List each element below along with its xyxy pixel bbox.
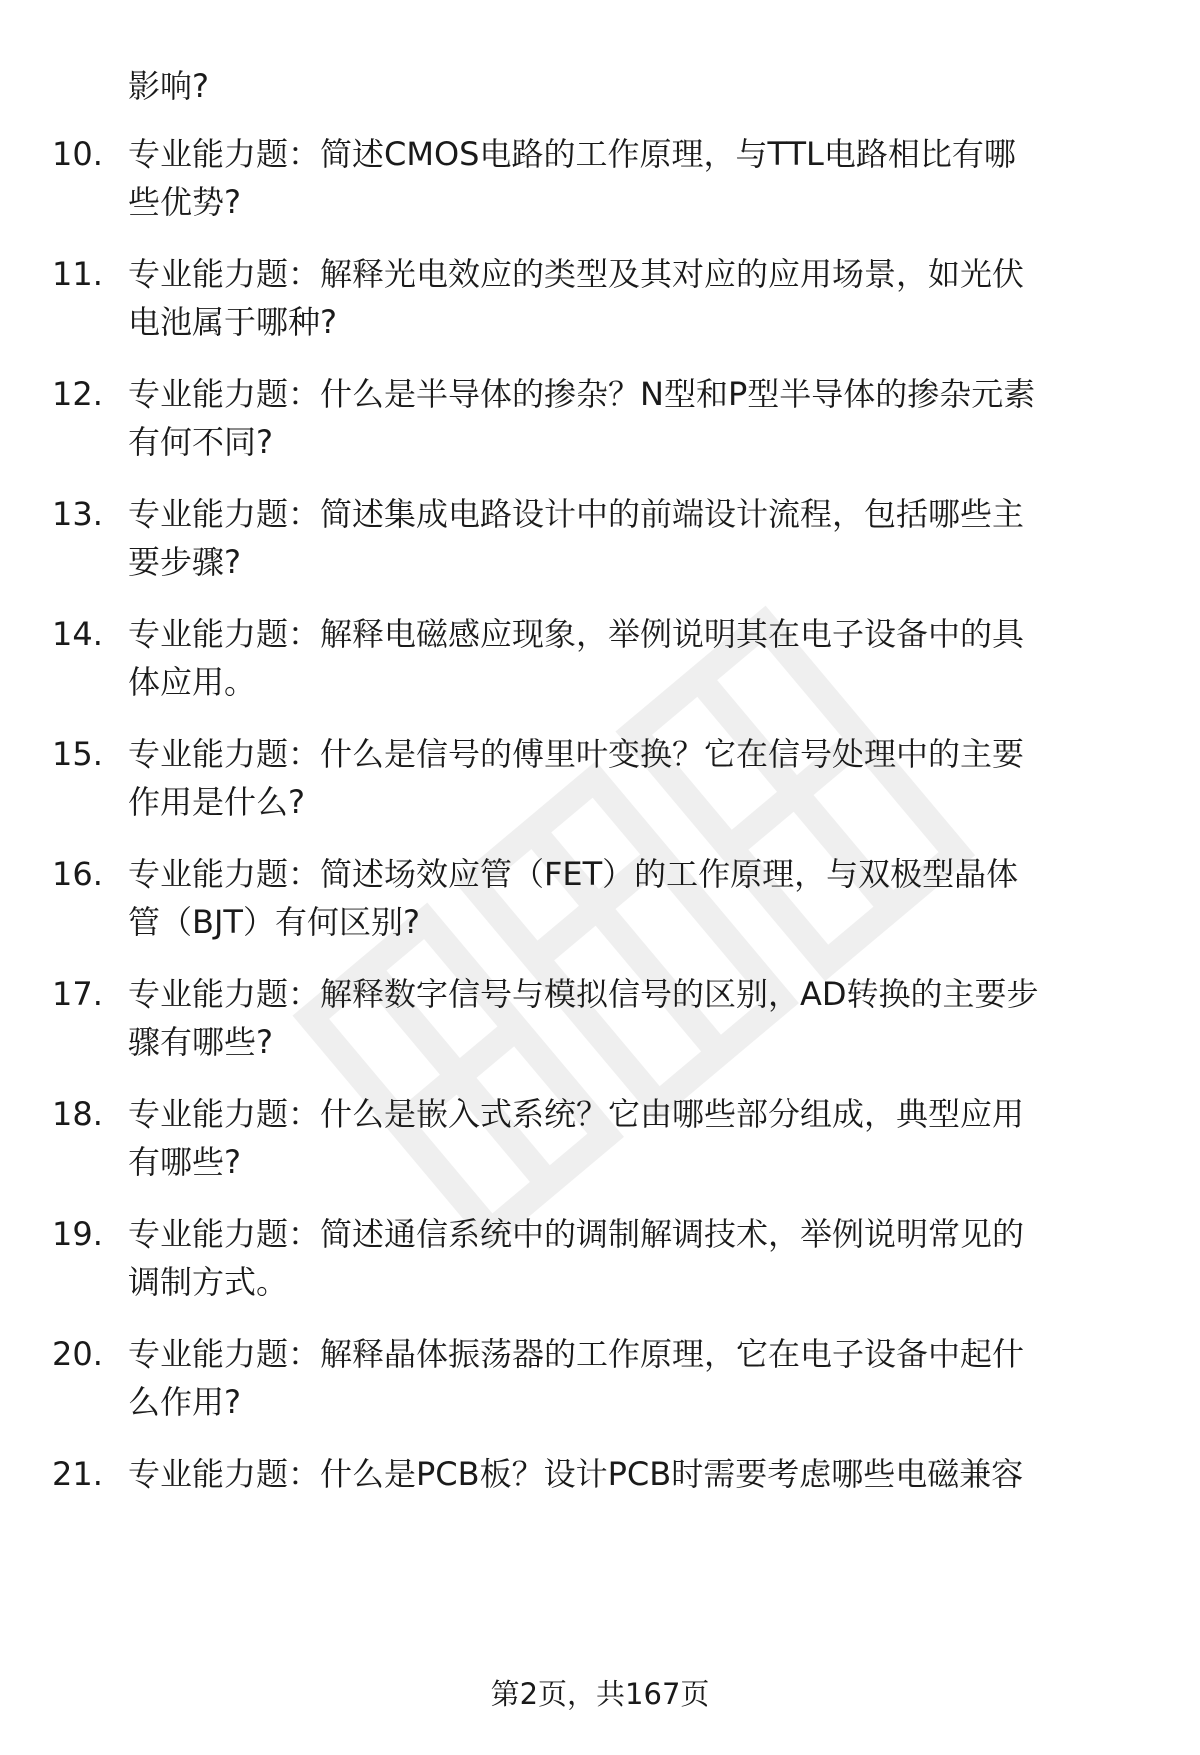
- question-text-line-1: 专业能力题：简述CMOS电路的工作原理，与TTL电路相比有哪: [128, 135, 1016, 173]
- question-text-line-1: 专业能力题：什么是嵌入式系统？它由哪些部分组成，典型应用: [128, 1095, 1025, 1133]
- question-number: 11.: [52, 255, 103, 293]
- question-item-15: [0, 730, 1200, 840]
- question-number: 16.: [52, 855, 103, 893]
- question-text: [128, 490, 1158, 586]
- question-text-line-2: 有哪些?: [128, 1143, 241, 1181]
- question-number: 17.: [52, 975, 103, 1013]
- question-text: [128, 1450, 1158, 1498]
- question-item-13: [0, 490, 1200, 600]
- question-item-18: [0, 1090, 1200, 1200]
- page-footer: 第2页，共167页: [490, 1677, 710, 1711]
- question-text: [128, 610, 1158, 706]
- question-item-17: [0, 970, 1200, 1080]
- question-item-20: [0, 1330, 1200, 1440]
- question-number: 12.: [52, 375, 103, 413]
- question-text: [128, 250, 1158, 346]
- previous-question-continuation: 影响?: [128, 67, 209, 105]
- question-text: [128, 1210, 1158, 1306]
- question-text-line-2: 么作用?: [128, 1383, 241, 1421]
- question-number: 13.: [52, 495, 103, 533]
- question-text-line-1: 专业能力题：什么是半导体的掺杂？N型和P型半导体的掺杂元素: [128, 375, 1036, 413]
- question-text-line-2: 体应用。: [128, 663, 257, 701]
- question-text-line-2: 些优势?: [128, 183, 241, 221]
- question-text-line-1: 专业能力题：解释电磁感应现象，举例说明其在电子设备中的具: [128, 615, 1025, 653]
- question-number: 15.: [52, 735, 103, 773]
- question-text: [128, 370, 1158, 466]
- question-text-line-1: 专业能力题：什么是信号的傅里叶变换？它在信号处理中的主要: [128, 735, 1025, 773]
- question-text: [128, 730, 1158, 826]
- question-text-line-1: 专业能力题：解释光电效应的类型及其对应的应用场景，如光伏: [128, 255, 1025, 293]
- question-text-line-1: 专业能力题：简述场效应管（FET）的工作原理，与双极型晶体: [128, 855, 1019, 893]
- question-item-16: [0, 850, 1200, 960]
- question-number: 10.: [52, 135, 103, 173]
- question-item-10: [0, 130, 1200, 240]
- question-item-14: [0, 610, 1200, 720]
- question-text: [128, 970, 1158, 1066]
- question-text: [128, 130, 1158, 226]
- question-text-line-2: 管（BJT）有何区别?: [128, 903, 420, 941]
- question-item-21: [0, 1450, 1200, 1560]
- question-text-line-2: 有何不同?: [128, 423, 273, 461]
- question-text: [128, 850, 1158, 946]
- question-text: [128, 1330, 1158, 1426]
- question-text-line-1: 专业能力题：什么是PCB板？设计PCB时需要考虑哪些电磁兼容: [128, 1455, 1024, 1493]
- question-number: 20.: [52, 1335, 103, 1373]
- question-text-line-2: 作用是什么?: [128, 783, 305, 821]
- question-text-line-2: 骤有哪些?: [128, 1023, 273, 1061]
- question-item-11: [0, 250, 1200, 360]
- question-text-line-1: 专业能力题：简述通信系统中的调制解调技术，举例说明常见的: [128, 1215, 1025, 1253]
- question-item-12: [0, 370, 1200, 480]
- question-number: 19.: [52, 1215, 103, 1253]
- question-text: [128, 1090, 1158, 1186]
- question-number: 21.: [52, 1455, 103, 1493]
- question-number: 14.: [52, 615, 103, 653]
- question-text-line-1: 专业能力题：解释晶体振荡器的工作原理，它在电子设备中起什: [128, 1335, 1025, 1373]
- question-text-line-1: 专业能力题：解释数字信号与模拟信号的区别，AD转换的主要步: [128, 975, 1039, 1013]
- question-text-line-2: 调制方式。: [128, 1263, 289, 1301]
- question-text-line-1: 专业能力题：简述集成电路设计中的前端设计流程，包括哪些主: [128, 495, 1025, 533]
- question-number: 18.: [52, 1095, 103, 1133]
- question-item-19: [0, 1210, 1200, 1320]
- question-text-line-2: 电池属于哪种?: [128, 303, 337, 341]
- question-text-line-2: 要步骤?: [128, 543, 241, 581]
